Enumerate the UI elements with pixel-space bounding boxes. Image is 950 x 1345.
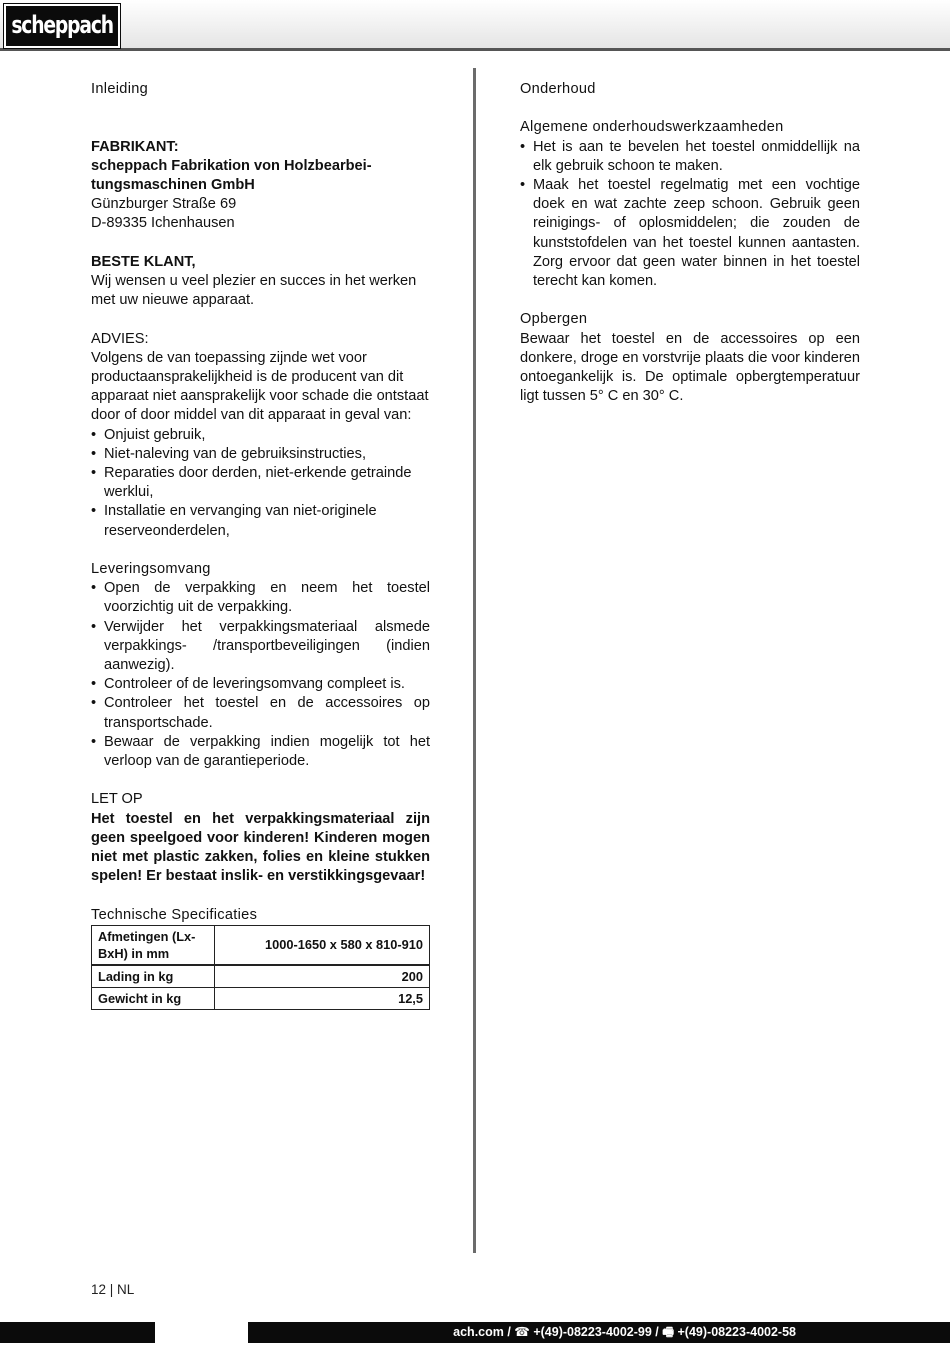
- delivery-list: [91, 579, 430, 771]
- brand-logo: [4, 4, 120, 48]
- list-item: • Controleer of de leveringsomvang compleet is.: [91, 676, 405, 693]
- address-street: Günzburger Straße 69: [91, 196, 237, 213]
- advice-list: [91, 426, 430, 541]
- table-row: [92, 987, 430, 1009]
- column-divider: [473, 68, 476, 1253]
- caution-text: Het toestel en het verpakkingsmateriaal zijn geen speelgoed voor kinderen! Kinderen mogen niet met plastic zakken, folies en kleine stukken spelen! Er bestaat inslik- en verstikkingsgevaar!: [91, 810, 430, 885]
- spec-label: Afmetingen (Lx-BxH) in mm: [92, 925, 215, 965]
- list-item: • Reparaties door derden, niet-erkende getrainde werklui,: [91, 465, 412, 501]
- advice-label: ADVIES:: [91, 330, 149, 347]
- left-column: [91, 80, 430, 1010]
- list-item: • Bewaar de verpakking indien mogelijk tot het verloop van de garantieperiode.: [91, 733, 430, 770]
- spec-value: 12,5: [215, 987, 430, 1009]
- delivery-title: Leveringsomvang: [91, 561, 211, 577]
- list-item: • Onjuist gebruik,: [91, 426, 206, 443]
- table-row: [92, 925, 430, 965]
- general-maintenance-list: [520, 138, 860, 292]
- specs-title: Technische Specificaties: [91, 906, 258, 923]
- advice-text: Volgens de van toepassing zijnde wet voor productaansprakelijkheid is de producent van dit apparaat niet aansprakelijk voor schade die ontstaat door of door middel van dit apparaat in geval van:: [91, 349, 429, 424]
- footer-gap: [155, 1322, 248, 1343]
- table-row: [92, 965, 430, 988]
- brand-logo-text: scheppach: [11, 11, 113, 40]
- general-maintenance-title: Algemene onderhoudswerkzaamheden: [520, 119, 784, 136]
- maintenance-title: Onderhoud: [520, 81, 596, 97]
- list-item: • Open de verpakking en neem het toestel voorzichtig uit de verpakking.: [91, 580, 430, 616]
- right-column: [520, 80, 860, 406]
- intro-title: Inleiding: [91, 81, 149, 97]
- list-item: • Het is aan te bevelen het toestel onmiddellijk na elk gebruik schoon te maken.: [520, 138, 860, 174]
- spec-label: Gewicht in kg: [92, 987, 215, 1009]
- spec-value: 1000-1650 x 580 x 810-910: [215, 925, 430, 965]
- footer-contact: ach.com / ☎ +(49)-08223-4002-99 / 🖷 +(49)-08223-4002-58: [453, 1325, 796, 1339]
- manufacturer-name-line1: scheppach Fabrikation von Holzbearbei-: [91, 157, 372, 174]
- address-city: D-89335 Ichenhausen: [91, 215, 235, 232]
- header-rule: [0, 48, 950, 51]
- manufacturer-name-line2: tungsmaschinen GmbH: [91, 176, 255, 193]
- storage-text: Bewaar het toestel en de accessoires op een donkere, droge en vorstvrije plaats die voor kinderen ontoegankelijk is. De optimale opbergtemperatuur ligt tussen 5° C en 30° C.: [520, 330, 860, 405]
- customer-text: Wij wensen u veel plezier en succes in het werken met uw nieuwe apparaat.: [91, 272, 417, 309]
- caution-label: LET OP: [91, 791, 143, 808]
- spec-label: Lading in kg: [92, 965, 215, 988]
- page-number: 12 | NL: [91, 1282, 135, 1297]
- customer-label: BESTE KLANT,: [91, 253, 196, 270]
- list-item: • Installatie en vervanging van niet-originele reserveonderdelen,: [91, 503, 377, 539]
- spec-value: 200: [215, 965, 430, 988]
- list-item: • Maak het toestel regelmatig met een vochtige doek en wat zachte zeep schoon. Gebruik geen reinigings- of oplosmiddelen; die zouden de kunststofdelen van het toestel kunnen aantasten. Zorg ervoor dat geen water binnen in het toestel terecht kan komen.: [520, 177, 860, 290]
- storage-title: Opbergen: [520, 311, 588, 328]
- specs-table: [91, 925, 430, 1010]
- list-item: • Verwijder het verpakkingsmateriaal alsmede verpakkings- /transportbeveiligingen (indien aanwezig).: [91, 618, 430, 674]
- footer-bar: [0, 1322, 950, 1343]
- list-item: • Niet-naleving van de gebruiksinstructies,: [91, 445, 367, 462]
- list-item: • Controleer het toestel en de accessoires op transportschade.: [91, 695, 430, 731]
- manufacturer-label: FABRIKANT:: [91, 138, 179, 155]
- header-band: [0, 0, 950, 49]
